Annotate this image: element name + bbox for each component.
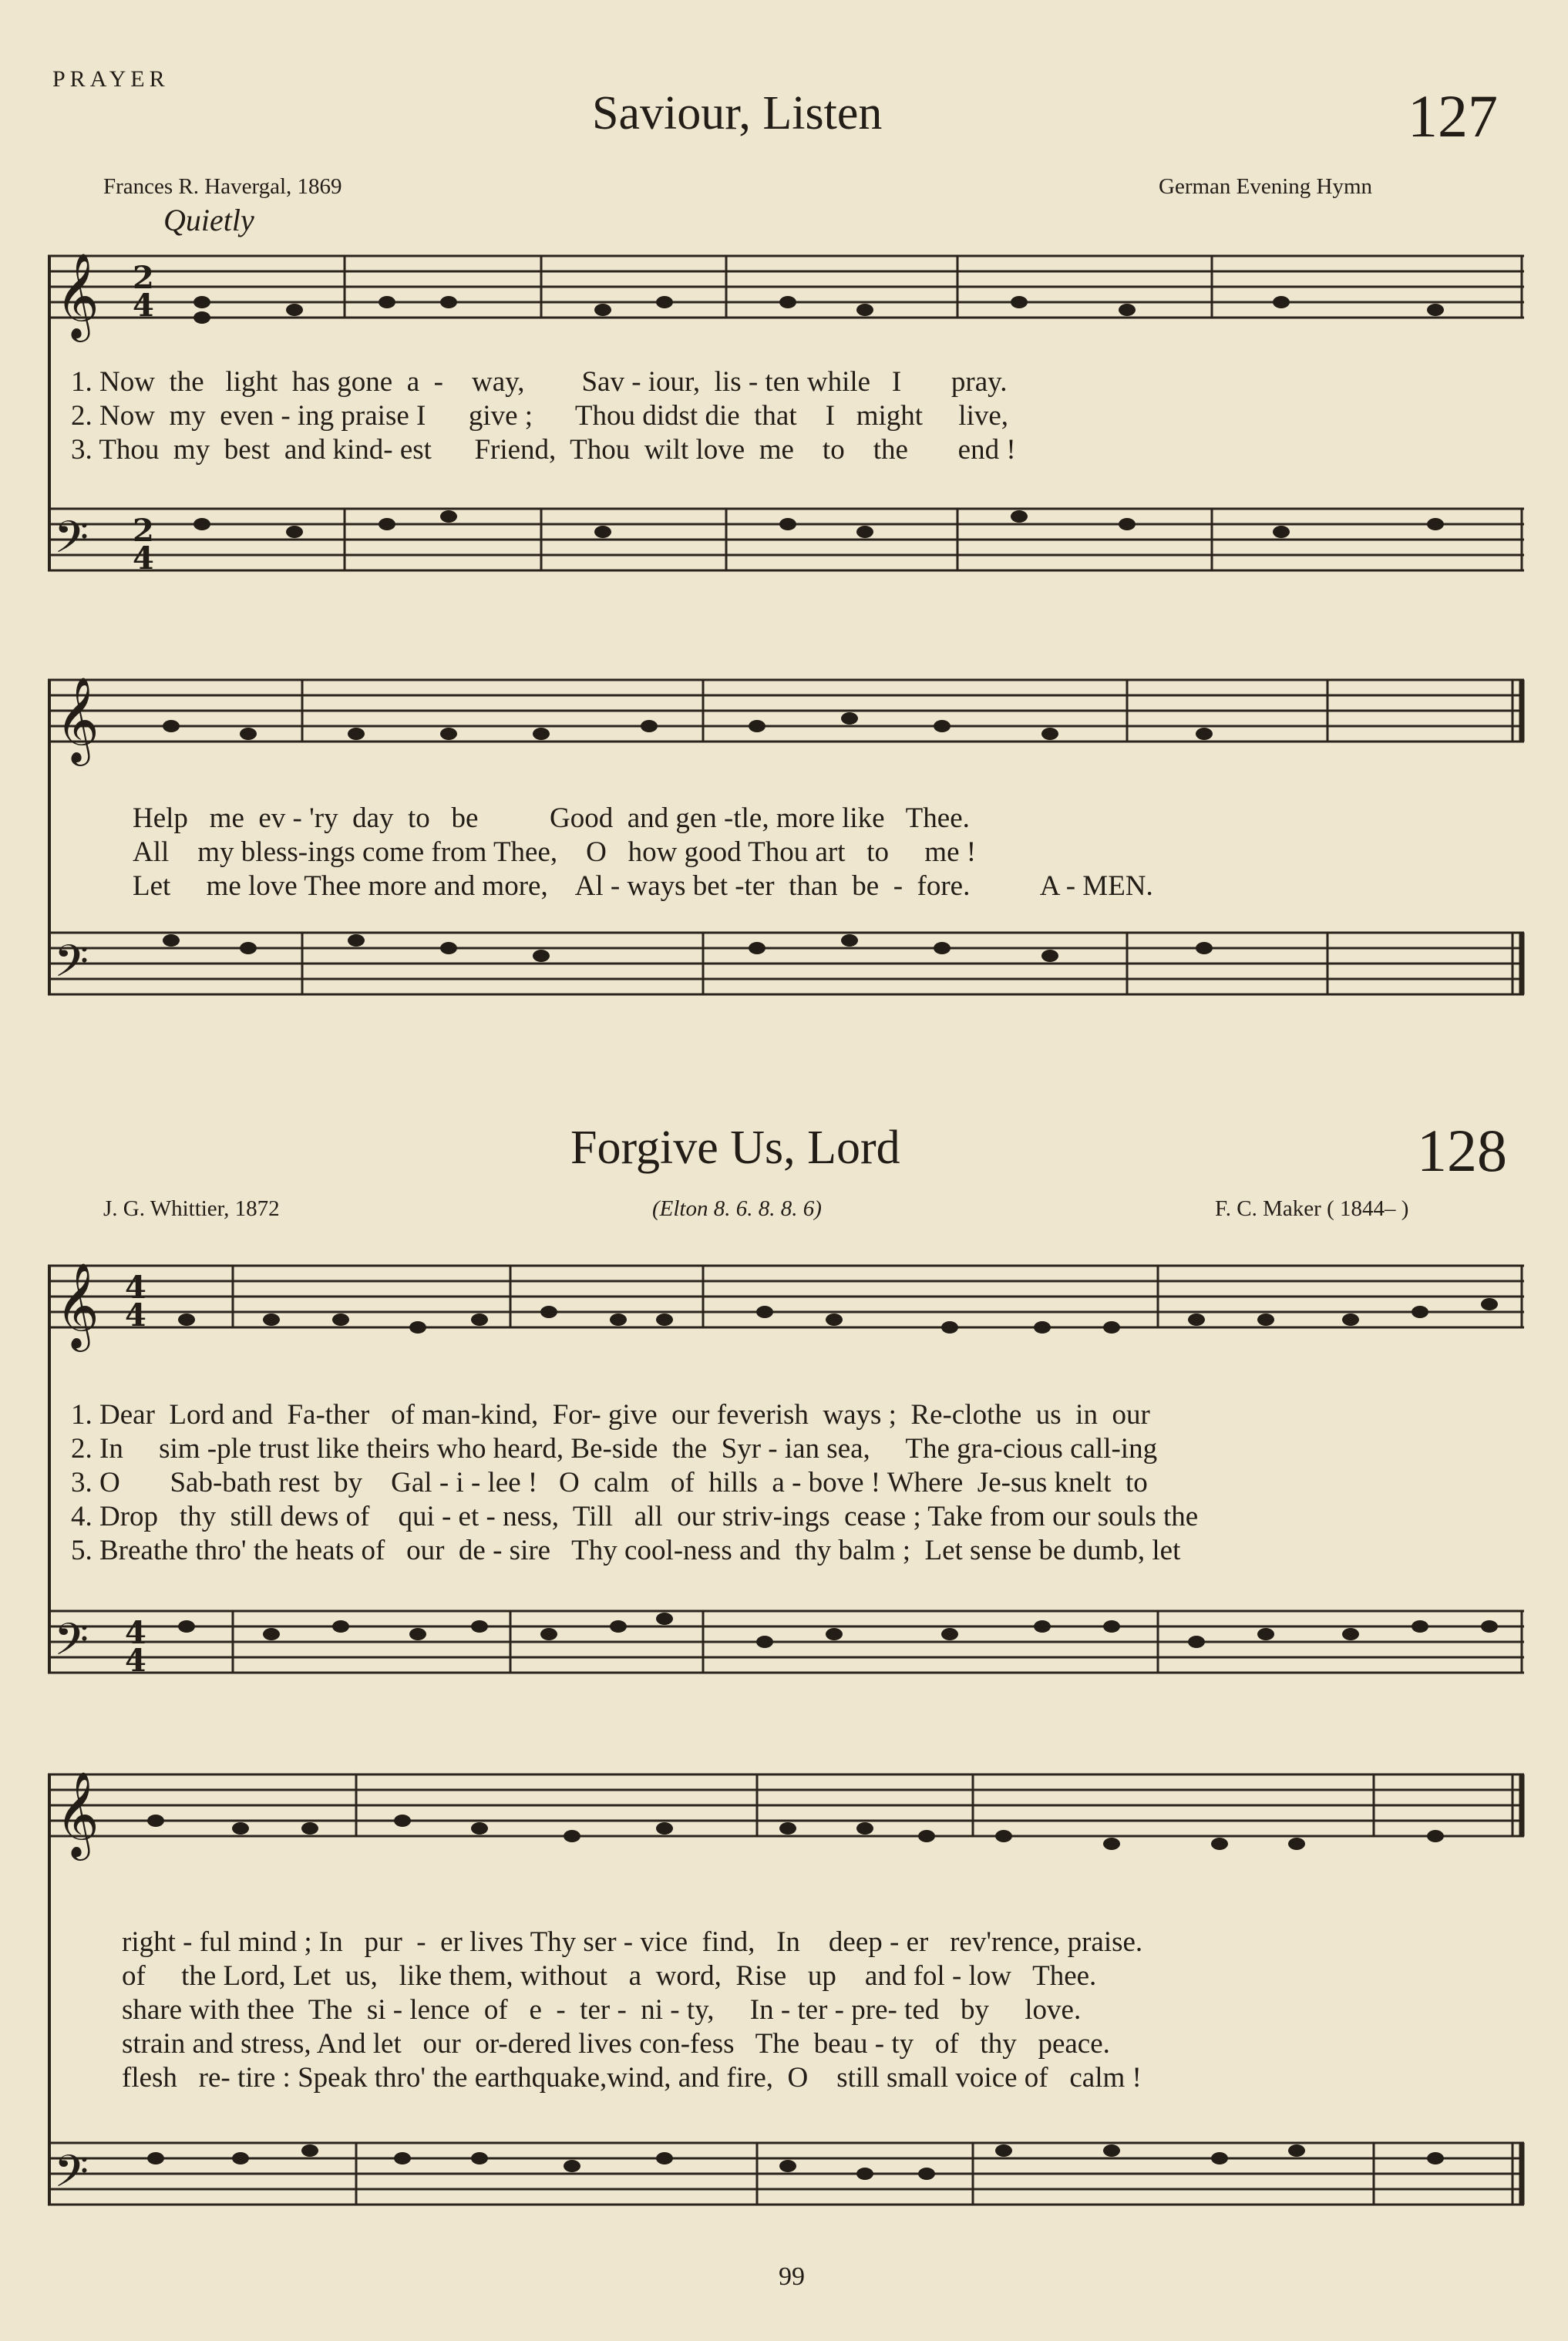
- svg-text:4: 4: [125, 1297, 146, 1334]
- bass-clef-icon: 𝄢: [54, 2145, 89, 2208]
- hymn-127-system-2-verse-1: Help me ev - 'ry day to be Good and gen -tle, more like Thee.: [133, 802, 970, 834]
- hymn-128-system-2-verse-4: strain and stress, And let our or-dered lives con-fess The beau - ty of thy peace.: [122, 2028, 1110, 2060]
- bass-staff: [48, 509, 1524, 570]
- bass-clef-icon: 𝄢: [54, 1613, 89, 1677]
- bass-clef-icon: 𝄢: [54, 511, 89, 574]
- hymn-127-title: Saviour, Listen: [592, 87, 883, 140]
- hymn-127-system-1-verse-3: 3. Thou my best and kind- est Friend, Thou wilt love me to the end !: [71, 434, 1016, 466]
- hymn-128-author: J. G. Whittier, 1872: [103, 1196, 280, 1221]
- treble-clef-icon: 𝄞: [56, 676, 99, 762]
- svg-text:4: 4: [125, 1643, 146, 1679]
- hymn-128-meter: (Elton 8. 6. 8. 8. 6): [652, 1196, 822, 1221]
- hymn-127-system-2-verse-2: All my bless-ings come from Thee, O how good Thou art to me !: [133, 836, 977, 868]
- hymn-128-system-2-verse-1: right - ful mind ; In pur - er lives Thy ser - vice find, In deep - er rev'rence, praise.: [122, 1926, 1143, 1958]
- hymn-128-system-2-verse-3: share with thee The si - lence of e - ter - ni - ty, In - ter - pre- ted by love.: [122, 1994, 1082, 2026]
- hymn-128-system-1-verse-2: 2. In sim -ple trust like theirs who heard, Be-side the Syr - ian sea, The gra-cious call-ing: [71, 1433, 1158, 1465]
- hymn-128-system-1-verse-5: 5. Breathe thro' the heats of our de - sire Thy cool-ness and thy balm ; Let sense be dumb, let: [71, 1535, 1181, 1566]
- svg-text:4: 4: [133, 288, 154, 324]
- treble-clef-icon: 𝄞: [56, 252, 99, 338]
- svg-text:4: 4: [133, 540, 154, 577]
- hymn-128-title: Forgive Us, Lord: [570, 1122, 900, 1174]
- hymn-128-composer: F. C. Maker ( 1844– ): [1215, 1196, 1409, 1221]
- hymn-127-system-2-verse-3: Let me love Thee more and more, Al - ways bet -ter than be - fore. A - MEN.: [133, 870, 1153, 902]
- hymn-127-system-1-verse-2: 2. Now my even - ing praise I give ; Thou didst die that I might live,: [71, 400, 1009, 432]
- bass-clef-icon: 𝄢: [54, 935, 89, 998]
- hymn-128-system-2-verse-5: flesh re- tire : Speak thro' the earthquake,wind, and fire, O still small voice of calm !: [122, 2062, 1142, 2094]
- hymn-128-number: 128: [1417, 1117, 1507, 1184]
- treble-clef-icon: 𝄞: [56, 1771, 99, 1857]
- hymn-128-system-1-verse-1: 1. Dear Lord and Fa-ther of man-kind, For- give our feverish ways ; Re-clothe us in our: [71, 1399, 1150, 1431]
- hymn-127-number: 127: [1408, 82, 1498, 150]
- hymn-127-system-1-verse-1: 1. Now the light has gone a - way, Sav - iour, lis - ten while I pray.: [71, 366, 1008, 398]
- section-label: PRAYER: [52, 66, 170, 92]
- treble-clef-icon: 𝄞: [56, 1262, 99, 1348]
- hymn-128-system-2-verse-2: of the Lord, Let us, like them, without a word, Rise up and fol - low Thee.: [122, 1960, 1097, 1992]
- svg-text:2: 2: [133, 513, 154, 549]
- hymn-127-author: Frances R. Havergal, 1869: [103, 174, 342, 199]
- hymn-127-tempo: Quietly: [163, 203, 254, 237]
- hymn-128-system-1-verse-4: 4. Drop thy still dews of qui - et - ness, Till all our striv-ings cease ; Take from our souls the: [71, 1501, 1199, 1532]
- svg-text:2: 2: [133, 260, 154, 296]
- svg-text:4: 4: [125, 1270, 146, 1306]
- svg-text:4: 4: [125, 1615, 146, 1651]
- hymn-128-system-1-verse-3: 3. O Sab-bath rest by Gal - i - lee ! O calm of hills a - bove ! Where Je-sus knelt to: [71, 1467, 1148, 1498]
- hymn-127-tune: German Evening Hymn: [1159, 174, 1373, 199]
- treble-staff: [48, 256, 1524, 318]
- page-number: 99: [779, 2262, 805, 2291]
